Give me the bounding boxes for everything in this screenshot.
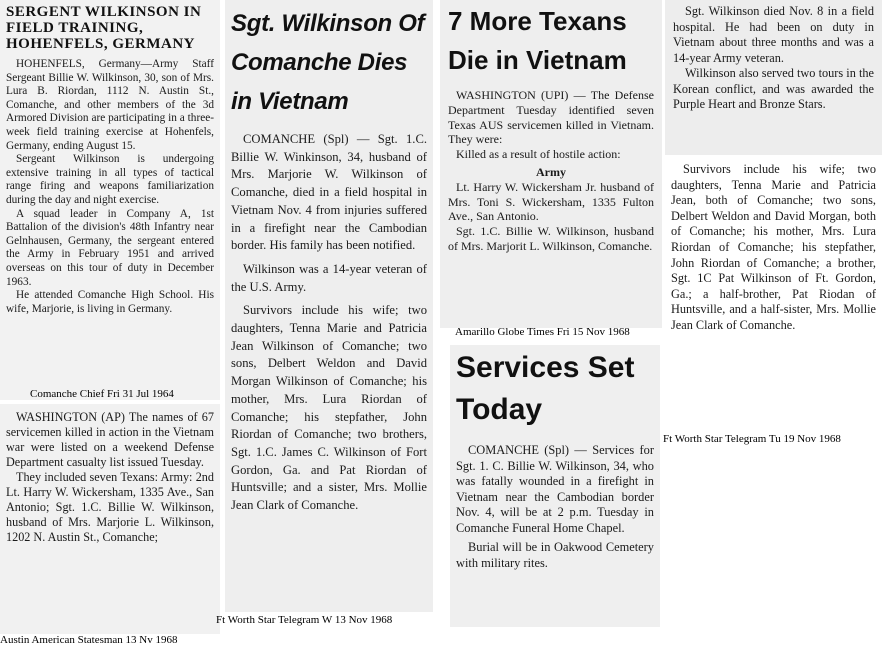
article-body — [456, 443, 654, 571]
article-body — [6, 58, 214, 316]
article-body — [673, 4, 874, 113]
paragraph: Killed as a result of hostile action: — [456, 147, 621, 162]
caption: Comanche Chief Fri 31 Jul 1964 — [30, 388, 174, 400]
paragraph: HOHENFELS, Germany—Army Staff Sergeant Billie W. Wilkinson, 30, son of Mrs. Lura B. Riordan, 1112 N. Austin St., Comanche, and other members of the 3d Armored Division are participating in a three-week field training exercise at Hohenfels, Germany, ending August 15. — [6, 58, 214, 152]
headline: Sgt. Wilkinson Of Comanche Dies in Vietnam — [231, 10, 425, 115]
paragraph: WASHINGTON (AP) The names of 67 servicemen killed in action in the Vietnam war were listed on a weekend Defense Department casualty list issued Tuesday. — [6, 410, 214, 469]
paragraph: Survivors include his wife; two daughters, Tenna Marie and Patricia Jean Wilkinson of Comanche; two sons, Delbert Weldon and David Morgan Wilkinson of Comanche; his mother, Mrs. Lura Riordan of Comanche; his stepfather, John Riordan of Comanche; two brothers, Sgt. 1.C. James C. Wilkinson of Fort Gordon, Ga. and Pat Riordan of Huntsville; and a sister, Mrs. Mollie Jean Clark of Comanche. — [231, 303, 427, 513]
clipping-austin-statesman — [0, 404, 220, 634]
paragraph: COMANCHE (Spl) — Services for Sgt. 1. C. Billie W. Wilkinson, 34, who was fatally wounded in a firefight in Vietnam near the Cambodian border Nov. 4, will be at 2 p.m. Tuesday in Comanche Funeral Home Chapel. — [456, 443, 654, 535]
article-body — [6, 410, 214, 545]
clipping-star-telegram-tue-top — [665, 0, 882, 155]
list-item: Sgt. 1.C. Billie W. Wilkinson, husband of Mrs. Marjorit L. Wilkinson, Comanche. — [448, 224, 654, 253]
list-item: Lt. Harry W. Wickersham Jr. husband of Mrs. Toni S. Wickersham, 1335 Fulton Ave., San Antonio. — [448, 179, 654, 224]
paragraph: Sergeant Wilkinson is undergoing extensive training in all types of tactical range firing and weapons familiarization during the day and night exercise. — [6, 153, 214, 206]
headline: 7 More Texans Die in Vietnam — [448, 6, 627, 75]
paragraph: He attended Comanche High School. His wife, Marjorie, is living in Germany. — [6, 289, 214, 315]
section-heading: Army — [536, 164, 566, 179]
caption: Ft Worth Star Telegram W 13 Nov 1968 — [216, 614, 393, 626]
headline: Services Set Today — [456, 351, 635, 426]
paragraph: Sgt. Wilkinson died Nov. 8 in a field hospital. He had been on duty in Vietnam about three months and was a 14-year Army veteran. — [673, 4, 874, 65]
paragraph: They included seven Texans: Army: 2nd Lt. Harry W. Wickersham, 1335 Ave., San Antonio; Sgt. 1.C. Billie W. Wilkinson, husband of Mrs. Marjorie L. Wilkinson, 1202 N. Austin St., Comanche; — [6, 470, 214, 544]
clipping-amarillo-globe — [440, 0, 662, 328]
clipping-comanche-chief — [0, 0, 220, 400]
paragraph: Survivors include his wife; two daughters, Tenna Marie and Patricia Jean, both of Comanche; two sons, Delbert Weldon and David Morgan, both of Comanche; his mother, Mrs. Lura Riordan of Comanche; his stepfather, John Riordan of Comanche; a brother, Sgt. 1C Pat Wilkinson of Ft. Gordon, Ga.; a half-brother, Pat Riodan of Huntsville, and a half-sister, Mrs. Mollie Jean Clark of Comanche. — [671, 162, 876, 332]
article-body — [671, 162, 876, 334]
caption: Amarillo Globe Times Fri 15 Nov 1968 — [455, 326, 630, 338]
clipping-services-set-today — [450, 345, 660, 627]
clipping-star-telegram-wed — [225, 0, 433, 612]
clipping-star-telegram-tue-bottom — [665, 160, 882, 430]
article-body — [448, 88, 654, 254]
paragraph: Burial will be in Oakwood Cemetery with military rites. — [456, 540, 654, 570]
headline: SERGENT WILKINSON IN FIELD TRAINING, HOHENFELS, GERMANY — [6, 4, 202, 52]
paragraph: Wilkinson also served two tours in the Korean conflict, and was awarded the Purple Heart and Bronze Stars. — [673, 66, 874, 111]
paragraph: A squad leader in Company A, 1st Battalion of the division's 48th Infantry near Gelnhausen, Germany, the sergeant entered the Army in February 1951 and arrived overseas on this tour of duty in December 1963. — [6, 207, 214, 288]
paragraph: COMANCHE (Spl) — Sgt. 1.C. Billie W. Winkinson, 34, husband of Mrs. Marjorie W. Wilkinson of Comanche, died in a field hospital in Vietnam Nov. 4 from injuries suffered in a firefight near the Cambodian border. His family has been notified. — [231, 132, 427, 253]
paragraph: Wilkinson was a 14-year veteran of the U.S. Army. — [231, 261, 427, 294]
caption: Austin American Statesman 13 Nv 1968 — [0, 634, 178, 646]
paragraph: WASHINGTON (UPI) — The Defense Department Tuesday identified seven Texas AUS servicemen killed in Vietnam. They were: — [448, 88, 654, 147]
caption: Ft Worth Star Telegram Tu 19 Nov 1968 — [663, 433, 841, 445]
article-body — [231, 131, 427, 515]
